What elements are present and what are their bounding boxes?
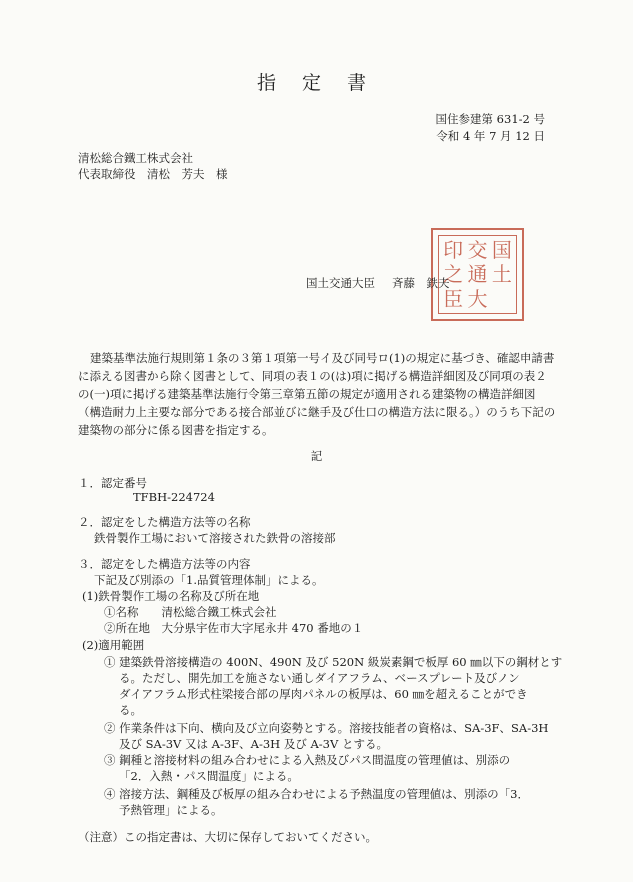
item-1-line-2: る。ただし、開先加工を施さない通しダイアフラム、ベースプレート及びノン [119,671,520,685]
addressee-person: 代表取締役 清松 芳夫 様 [78,167,228,181]
section-1-value: TFBH-224724 [133,490,215,504]
section-3-1-heading: (1)鉄骨製作工場の名称及び所在地 [82,589,260,603]
note: （注意）この指定書は、大切に保存しておいてください。 [78,830,377,844]
section-3-1-location: ②所在地 大分県宇佐市大字尾永井 470 番地の１ [104,621,364,635]
section-3-1-name: ①名称 清松総合鐵工株式会社 [104,605,277,619]
body-paragraph: 建築基準法施行規則第１条の３第１項第一号イ及び同号ロ(1)の規定に基づき、確認申請書に添える図書から除く図書として、同項の表１の(は)項に掲げる構造詳細図及び同項の表２の(一)項に掲げる建築基準法施行令第三章第五節の規定が適用される建築物の構造詳細図（構造耐力上主要な部分である接合部並びに継手及び仕口の構造方法に限る。）のうち下記の建築物の部分に係る図書を指定する。 [78,351,556,437]
section-1-heading: １．認定番号 [78,476,147,490]
section-3-intro: 下記及び別添の「1.品質管理体制」による。 [94,573,324,587]
section-3-2-heading: (2)適用範囲 [82,638,145,652]
item-2-line-2: 及び SA-3V 又は A-3F、A-3H 及び A-3V とする。 [119,737,388,751]
section-3-heading: ３．認定をした構造方法等の内容 [78,557,251,571]
item-1-line-3: ダイアフラム形式柱梁接合部の厚肉パネルの板厚は、60 ㎜を超えることができ [119,687,528,701]
item-4-line-2: 予熱管理」による。 [119,803,223,817]
issuer-name: 斉藤 鉄夫 [392,276,450,290]
item-3-line-2: 「2．入熱・パス間温度」による。 [119,769,299,783]
section-2-value: 鉄骨製作工場において溶接された鉄骨の溶接部 [94,531,336,545]
reference-number: 国住参建第 631-2 号 [435,112,545,126]
item-2-line-1: ② 作業条件は下向、横向及び立向姿勢とする。溶接技能者の資格は、SA-3F、SA-3H [104,721,549,735]
item-1-line-1: ① 建築鉄骨溶接構造の 400N、490N 及び 520N 級炭素鋼で板厚 60 ㎜以下の鋼材とす [104,655,563,669]
addressee-company: 清松総合鐵工株式会社 [78,151,193,165]
seal-glyphs: 印 交 国 之 通 土 臣 大 [443,238,512,311]
item-4-line-1: ④ 溶接方法、鋼種及び板厚の組み合わせによる予熱温度の管理値は、別添の「3． [104,787,529,801]
reference-date: 令和 4 年 7 月 12 日 [436,129,545,143]
section-2-heading: ２．認定をした構造方法等の名称 [78,515,251,529]
ki-marker: 記 [310,449,323,463]
issuer-title: 国土交通大臣 [306,276,375,290]
item-1-line-4: る。 [119,703,142,717]
document-title: 指 定 書 [256,72,377,94]
item-3-line-1: ③ 鋼種と溶接材料の組み合わせによる入熱及びパス間温度の管理値は、別添の [104,753,511,767]
